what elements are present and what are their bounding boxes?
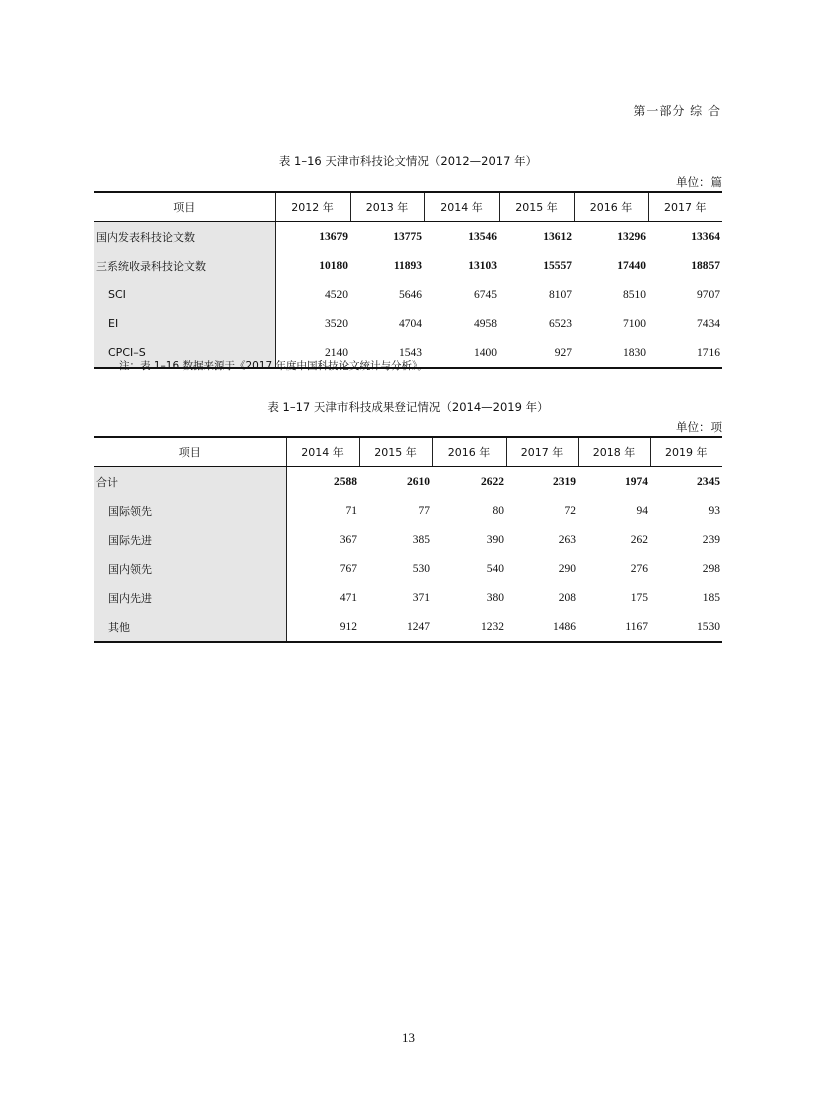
table1-col-year: 2017 年 (648, 192, 722, 222)
row-label: EI (94, 309, 275, 338)
table-row (94, 496, 722, 525)
table1-note: 注：表 1–16 数据来源于《2017 年度中国科技论文统计与分析》。 (119, 360, 428, 372)
cell-value: 13679 (319, 230, 348, 243)
cell-value: 175 (630, 591, 648, 604)
row-label: 合计 (94, 467, 286, 497)
cell-value: 13775 (393, 230, 422, 243)
table-row (94, 309, 722, 338)
table-row (94, 525, 722, 554)
table1-col-year: 2014 年 (424, 192, 499, 222)
cell-value: 7434 (697, 317, 720, 330)
table-row (94, 612, 722, 642)
row-label: 国内发表科技论文数 (94, 222, 275, 252)
table2-caption: 表 1–17 天津市科技成果登记情况（2014—2019 年） (267, 400, 549, 414)
row-label: 国际领先 (94, 496, 286, 525)
cell-value: 1830 (574, 338, 648, 368)
cell-value: 80 (492, 504, 504, 517)
cell-value: 8107 (549, 288, 572, 301)
cell-value: 6745 (474, 288, 497, 301)
cell-value: 13612 (543, 230, 572, 243)
section-header: 第一部分 综 合 (633, 104, 721, 118)
cell-value: 2140 (275, 338, 350, 368)
table1-header-row (94, 192, 722, 222)
cell-value: 912 (286, 612, 359, 642)
cell-value: 10180 (319, 259, 348, 272)
table1 (94, 191, 722, 369)
cell-value: 13296 (617, 230, 646, 243)
cell-value: 71 (345, 504, 357, 517)
cell-value: 13364 (691, 230, 720, 243)
cell-value: 13546 (468, 230, 497, 243)
row-label: 国内领先 (94, 554, 286, 583)
row-label: 国内先进 (94, 583, 286, 612)
table1-caption: 表 1–16 天津市科技论文情况（2012—2017 年） (278, 154, 538, 168)
row-label: CPCI–S (94, 338, 275, 368)
cell-value: 263 (558, 533, 576, 546)
table2-unit: 单位：项 (676, 420, 722, 434)
table-row (94, 467, 722, 497)
cell-value: 371 (412, 591, 430, 604)
table2-col-year: 2017 年 (506, 437, 578, 467)
table-row (94, 583, 722, 612)
cell-value: 530 (412, 562, 430, 575)
table1-unit: 单位：篇 (676, 175, 722, 189)
cell-value: 380 (486, 591, 504, 604)
cell-value: 7100 (623, 317, 646, 330)
table2-col-year: 2016 年 (432, 437, 506, 467)
cell-value: 927 (499, 338, 574, 368)
row-label: SCI (94, 280, 275, 309)
cell-value: 18857 (691, 259, 720, 272)
cell-value: 208 (558, 591, 576, 604)
cell-value: 1530 (650, 612, 722, 642)
table2-header-row (94, 437, 722, 467)
cell-value: 2610 (407, 475, 430, 488)
cell-value: 471 (339, 591, 357, 604)
cell-value: 2622 (481, 475, 504, 488)
cell-value: 385 (412, 533, 430, 546)
cell-value: 2319 (553, 475, 576, 488)
cell-value: 1716 (648, 338, 722, 368)
table1-col-year: 2015 年 (499, 192, 574, 222)
cell-value: 8510 (623, 288, 646, 301)
cell-value: 367 (339, 533, 357, 546)
cell-value: 390 (486, 533, 504, 546)
cell-value: 3520 (325, 317, 348, 330)
cell-value: 4520 (325, 288, 348, 301)
table1-col-year: 2012 年 (275, 192, 350, 222)
cell-value: 1400 (424, 338, 499, 368)
table2 (94, 436, 722, 643)
cell-value: 15557 (543, 259, 572, 272)
cell-value: 93 (708, 504, 720, 517)
cell-value: 1486 (506, 612, 578, 642)
row-label: 国际先进 (94, 525, 286, 554)
table1-col-year: 2016 年 (574, 192, 648, 222)
cell-value: 298 (702, 562, 720, 575)
table-row (94, 554, 722, 583)
cell-value: 1247 (359, 612, 432, 642)
table1-col-year: 2013 年 (350, 192, 424, 222)
cell-value: 94 (636, 504, 648, 517)
cell-value: 262 (630, 533, 648, 546)
row-label: 三系统收录科技论文数 (94, 251, 275, 280)
table2-col-year: 2015 年 (359, 437, 432, 467)
cell-value: 185 (702, 591, 720, 604)
table-row (94, 222, 722, 252)
cell-value: 1543 (350, 338, 424, 368)
table-row (94, 280, 722, 309)
cell-value: 290 (558, 562, 576, 575)
cell-value: 1232 (432, 612, 506, 642)
cell-value: 239 (702, 533, 720, 546)
cell-value: 1167 (578, 612, 650, 642)
table2-col-year: 2019 年 (650, 437, 722, 467)
table2-col-item: 项目 (94, 437, 286, 467)
cell-value: 2345 (697, 475, 720, 488)
page-number: 13 (402, 1030, 415, 1045)
cell-value: 17440 (617, 259, 646, 272)
cell-value: 72 (564, 504, 576, 517)
cell-value: 1974 (625, 475, 648, 488)
cell-value: 276 (630, 562, 648, 575)
cell-value: 9707 (697, 288, 720, 301)
cell-value: 4958 (474, 317, 497, 330)
cell-value: 2588 (334, 475, 357, 488)
row-label: 其他 (94, 612, 286, 642)
cell-value: 767 (339, 562, 357, 575)
cell-value: 4704 (399, 317, 422, 330)
cell-value: 540 (486, 562, 504, 575)
table2-col-year: 2014 年 (286, 437, 359, 467)
table2-col-year: 2018 年 (578, 437, 650, 467)
cell-value: 11893 (393, 259, 422, 272)
cell-value: 5646 (399, 288, 422, 301)
cell-value: 77 (418, 504, 430, 517)
table-row (94, 251, 722, 280)
cell-value: 13103 (468, 259, 497, 272)
table1-col-item: 项目 (94, 192, 275, 222)
cell-value: 6523 (549, 317, 572, 330)
